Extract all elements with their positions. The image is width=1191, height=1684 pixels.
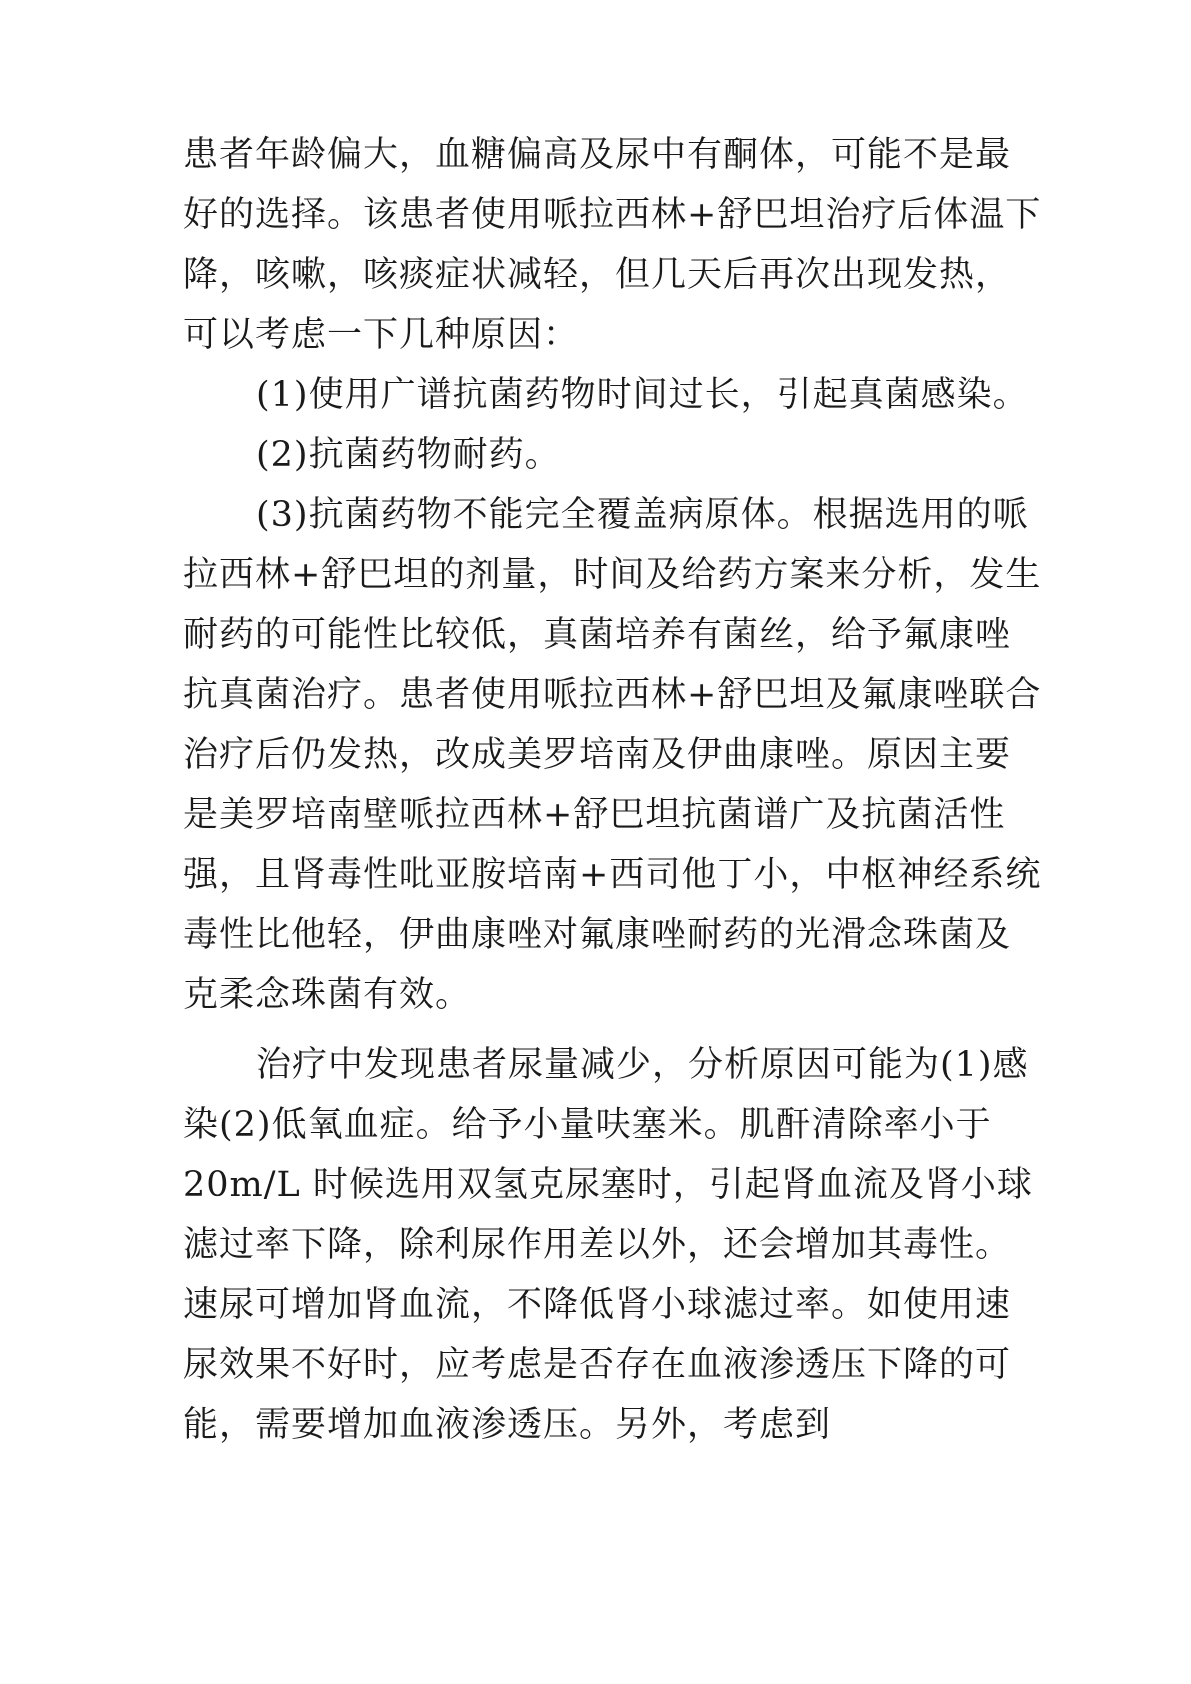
text-line: 毒性比他轻，伊曲康唑对氟康唑耐药的光滑念珠菌及	[183, 915, 1012, 955]
text-line: 是美罗培南壁哌拉西林+舒巴坦抗菌谱广及抗菌活性	[183, 795, 1006, 835]
text-line: 克柔念珠菌有效。	[183, 975, 472, 1015]
text-line: 降，咳嗽，咳痰症状减轻，但几天后再次出现发热，	[183, 255, 1012, 295]
text-line: 可以考虑一下几种原因：	[183, 315, 580, 355]
text-line: (2)抗菌药物耐药。	[256, 435, 561, 475]
text-line: 强，且肾毒性吡亚胺培南+西司他丁小，中枢神经系统	[183, 855, 1042, 895]
text-line: 染(2)低氧血症。给予小量呋塞米。肌酐清除率小于	[183, 1105, 992, 1145]
text-line: 抗真菌治疗。患者使用哌拉西林+舒巴坦及氟康唑联合	[183, 675, 1042, 715]
text-line: (1)使用广谱抗菌药物时间过长，引起真菌感染。	[256, 375, 1029, 415]
text-line: 好的选择。该患者使用哌拉西林+舒巴坦治疗后体温下	[183, 195, 1042, 235]
text-line: 拉西林+舒巴坦的剂量，时间及给药方案来分析，发生	[183, 555, 1042, 595]
text-line: 耐药的可能性比较低，真菌培养有菌丝，给予氟康唑	[183, 615, 1012, 655]
text-line: 尿效果不好时，应考虑是否存在血液渗透压下降的可	[183, 1345, 1012, 1385]
text-line: 20m/L 时候选用双氢克尿塞时，引起肾血流及肾小球	[183, 1165, 1033, 1205]
text-line: 速尿可增加肾血流，不降低肾小球滤过率。如使用速	[183, 1285, 1012, 1325]
text-line: 治疗中发现患者尿量减少，分析原因可能为(1)感	[256, 1045, 1029, 1085]
text-line: 患者年龄偏大，血糖偏高及尿中有酮体，可能不是最	[183, 135, 1012, 175]
text-line: (3)抗菌药物不能完全覆盖病原体。根据选用的哌	[256, 495, 1029, 535]
text-line: 治疗后仍发热，改成美罗培南及伊曲康唑。原因主要	[183, 735, 1012, 775]
text-line: 能，需要增加血液渗透压。另外，考虑到	[183, 1405, 832, 1445]
text-line: 滤过率下降，除利尿作用差以外，还会增加其毒性。	[183, 1225, 1012, 1265]
